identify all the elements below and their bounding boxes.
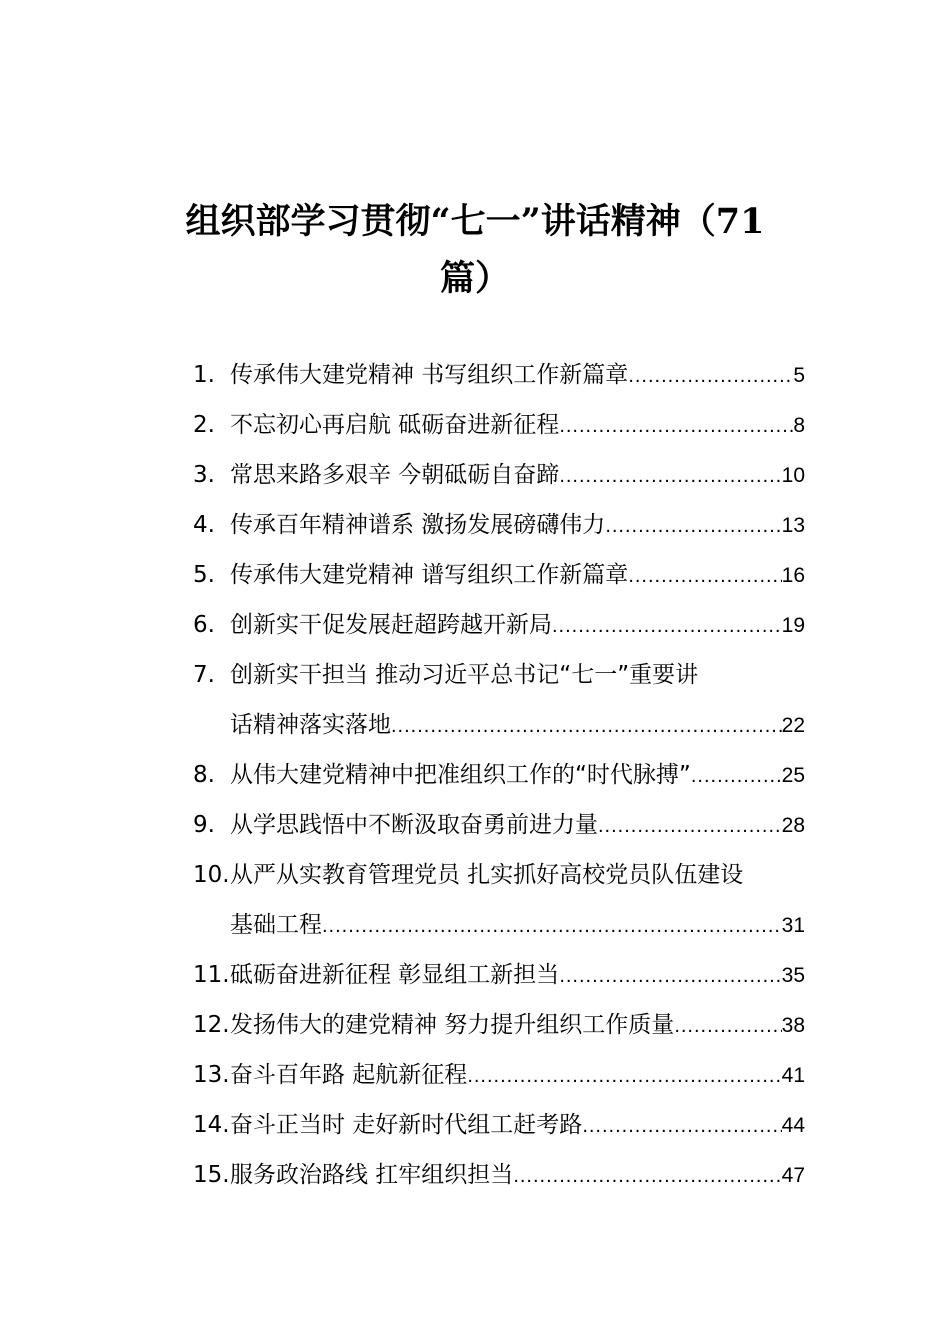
toc-page-number: 41 bbox=[781, 1064, 805, 1087]
toc-title-line-1: 创新实干担当 推动习近平总书记“七一”重要讲 bbox=[230, 662, 699, 688]
dot-leader bbox=[674, 1001, 781, 1051]
toc-entry-5[interactable] bbox=[193, 550, 805, 600]
toc-page-number: 5 bbox=[793, 364, 805, 387]
toc-page-number: 10 bbox=[781, 464, 805, 487]
toc-entry-3[interactable] bbox=[193, 450, 805, 500]
toc-page-number: 38 bbox=[781, 1014, 805, 1037]
dot-leader bbox=[513, 1151, 781, 1201]
toc-title: 基础工程 bbox=[230, 912, 322, 938]
toc-entry-11[interactable] bbox=[193, 950, 805, 1000]
toc-number: 7. bbox=[193, 662, 215, 688]
table-of-contents bbox=[193, 350, 805, 1200]
toc-entry-4[interactable] bbox=[193, 500, 805, 550]
toc-number: 15. bbox=[193, 1162, 230, 1188]
toc-title: 传承伟大建党精神 书写组织工作新篇章 bbox=[230, 362, 629, 388]
toc-number: 2. bbox=[193, 412, 215, 438]
toc-title: 传承百年精神谱系 激扬发展磅礴伟力 bbox=[230, 512, 606, 538]
toc-number: 4. bbox=[193, 512, 215, 538]
toc-page-number: 47 bbox=[781, 1164, 805, 1187]
toc-title: 砥砺奋进新征程 彰显组工新担当 bbox=[230, 962, 560, 988]
dot-leader bbox=[552, 601, 782, 651]
toc-number: 10. bbox=[193, 862, 230, 888]
toc-entry-9[interactable] bbox=[193, 800, 805, 850]
toc-entry-6[interactable] bbox=[193, 600, 805, 650]
toc-number: 13. bbox=[193, 1062, 230, 1088]
document-title bbox=[150, 193, 800, 307]
toc-title: 不忘初心再启航 砥砺奋进新征程 bbox=[230, 412, 560, 438]
dot-leader bbox=[391, 701, 782, 751]
toc-page-number: 28 bbox=[781, 814, 805, 837]
dot-leader bbox=[559, 451, 781, 501]
dot-leader bbox=[322, 901, 782, 951]
toc-title: 常思来路多艰辛 今朝砥砺自奋蹄 bbox=[230, 462, 560, 488]
toc-title: 奋斗正当时 走好新时代组工赶考路 bbox=[230, 1112, 583, 1138]
toc-page-number: 16 bbox=[781, 564, 805, 587]
toc-title: 话精神落实落地 bbox=[230, 712, 391, 738]
title-line-1: 组织部学习贯彻“七一”讲话精神（71 bbox=[185, 201, 765, 242]
toc-number: 6. bbox=[193, 612, 215, 638]
toc-title: 从学思践悟中不断汲取奋勇前进力量 bbox=[230, 812, 598, 838]
toc-page-number: 25 bbox=[781, 764, 805, 787]
toc-number: 12. bbox=[193, 1012, 230, 1038]
toc-title: 创新实干促发展赶超跨越开新局 bbox=[230, 612, 552, 638]
dot-leader bbox=[628, 551, 781, 601]
toc-title: 传承伟大建党精神 谱写组织工作新篇章 bbox=[230, 562, 629, 588]
toc-entry-7[interactable] bbox=[193, 650, 805, 750]
toc-entry-12[interactable] bbox=[193, 1000, 805, 1050]
dot-leader bbox=[559, 951, 781, 1001]
dot-leader bbox=[605, 501, 781, 551]
toc-number: 14. bbox=[193, 1112, 230, 1138]
toc-page-number: 19 bbox=[781, 614, 805, 637]
toc-title: 从伟大建党精神中把准组织工作的“时代脉搏” bbox=[230, 762, 691, 788]
toc-page-number: 44 bbox=[781, 1114, 805, 1137]
toc-entry-13[interactable] bbox=[193, 1050, 805, 1100]
toc-page-number: 35 bbox=[781, 964, 805, 987]
toc-number: 9. bbox=[193, 812, 215, 838]
toc-number: 11. bbox=[193, 962, 230, 988]
dot-leader bbox=[628, 351, 793, 401]
toc-page-number: 22 bbox=[781, 714, 805, 737]
dot-leader bbox=[582, 1101, 781, 1151]
toc-number: 8. bbox=[193, 762, 215, 788]
toc-entry-10[interactable] bbox=[193, 850, 805, 950]
toc-entry-14[interactable] bbox=[193, 1100, 805, 1150]
dot-leader bbox=[598, 801, 782, 851]
toc-page-number: 31 bbox=[781, 914, 805, 937]
toc-title: 发扬伟大的建党精神 努力提升组织工作质量 bbox=[230, 1012, 675, 1038]
toc-entry-15[interactable] bbox=[193, 1150, 805, 1200]
toc-page-number: 13 bbox=[781, 514, 805, 537]
toc-title: 服务政治路线 扛牢组织担当 bbox=[230, 1162, 514, 1188]
toc-number: 5. bbox=[193, 562, 215, 588]
dot-leader bbox=[691, 751, 782, 801]
toc-number: 3. bbox=[193, 462, 215, 488]
dot-leader bbox=[467, 1051, 781, 1101]
dot-leader bbox=[559, 401, 793, 451]
toc-title-line-1: 从严从实教育管理党员 扎实抓好高校党员队伍建设 bbox=[230, 862, 744, 888]
toc-entry-8[interactable] bbox=[193, 750, 805, 800]
toc-page-number: 8 bbox=[793, 414, 805, 437]
toc-entry-2[interactable] bbox=[193, 400, 805, 450]
toc-entry-1[interactable] bbox=[193, 350, 805, 400]
toc-number: 1. bbox=[193, 362, 215, 388]
title-line-2: 篇） bbox=[439, 258, 510, 299]
toc-title: 奋斗百年路 起航新征程 bbox=[230, 1062, 468, 1088]
